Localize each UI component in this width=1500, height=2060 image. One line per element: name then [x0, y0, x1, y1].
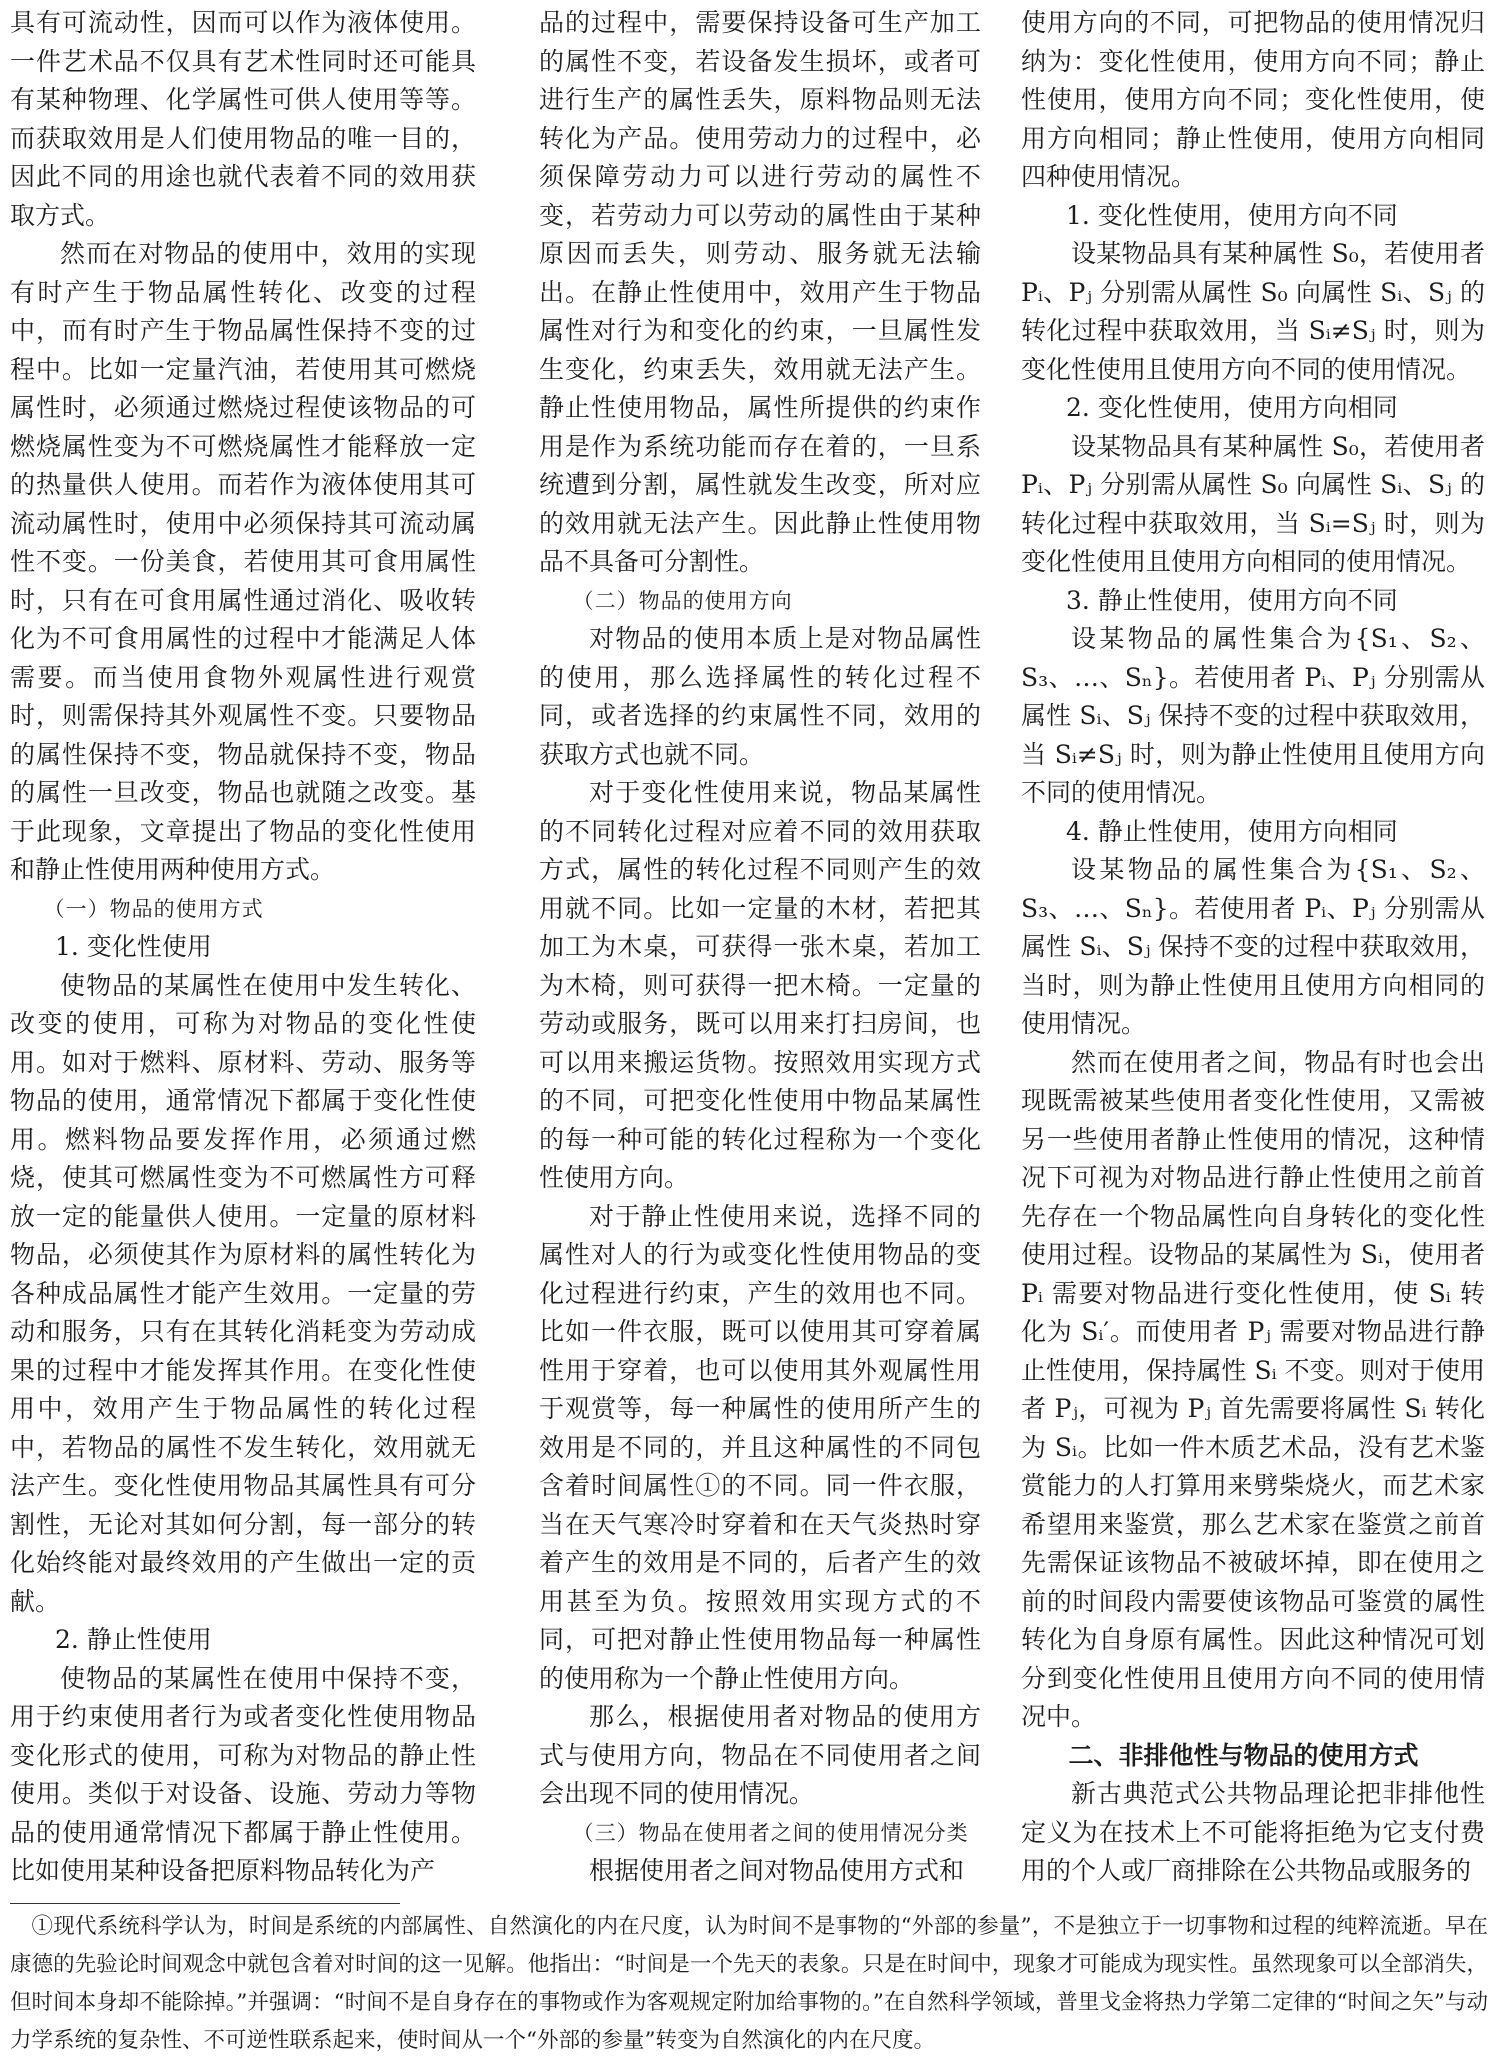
paragraph: 然而在对物品的使用中，效用的实现有时产生于物品属性转化、改变的过程中，而有时产生于物品属性保持不变的过程中。比如一定量汽油，若使用其可燃烧属性时，必须通过燃烧过程使该物品的可燃烧属性变为不可燃烧属性才能释放一定的热量供人使用。而若作为液体使用其可流动属性时，使用中必须保持其可流动属性不变。一份美食，若使用其可食用属性时，只有在可食用属性通过消化、吸收转化为不可食用属性的过程中才能满足人体需要。而当使用食物外观属性进行观赏时，则需保持其外观属性不变。只要物品的属性保持不变，物品就保持不变，物品的属性一旦改变，物品也就随之改变。基于此现象，文章提出了物品的变化性使用和静止性使用两种使用方式。 [10, 239, 476, 884]
paragraph-continued: 使用方向的不同，可把物品的使用情况归纳为：变化性使用，使用方向不同；静止性使用，使用方向不同；变化性使用，使用方向相同；静止性使用，使用方向相同四种使用情况。 [1021, 8, 1485, 191]
paragraph: 使物品的某属性在使用中保持不变，用于约束使用者行为或者变化性使用物品变化形式的使用，可称为对物品的静止性使用。类似于对设备、设施、劳动力等物品的使用通常情况下都属于静止性使用。比如使用某种设备把原料物品转化为产 [10, 1663, 476, 1885]
footnote [10, 1908, 1488, 2060]
paragraph: 根据使用者之间对物品使用方式和 [589, 1856, 965, 1885]
paragraph: 设某物品的属性集合为{S₁、S₂、S₃、…、Sₙ}。若使用者 Pᵢ、Pⱼ 分别需从属性 Sᵢ、Sⱼ 保持不变的过程中获取效用，当 Sᵢ≠Sⱼ 时，则为静止性使用且使用方向不同的使用情况。 [1021, 624, 1485, 807]
section-heading: （三）物品在使用者之间的使用情况分类 [572, 1820, 969, 1845]
chapter-heading: 二、非排他性与物品的使用方式 [1068, 1740, 1419, 1770]
paragraph: 设某物品具有某种属性 S₀，若使用者 Pᵢ、Pⱼ 分别需从属性 S₀ 向属性 Sᵢ、Sⱼ 的转化过程中获取效用，当 Sᵢ=Sⱼ 时，则为变化性使用且使用方向相同的使用情况。 [1021, 431, 1485, 576]
footnote-divider [10, 1903, 400, 1904]
paragraph: 设某物品的属性集合为{S₁、S₂、S₃、…、Sₙ}。若使用者 Pᵢ、Pⱼ 分别需从属性 Sᵢ、Sⱼ 保持不变的过程中获取效用，当时，则为静止性使用且使用方向相同的使用情况。 [1021, 855, 1485, 1038]
paragraph: 设某物品具有某种属性 S₀，若使用者 Pᵢ、Pⱼ 分别需从属性 S₀ 向属性 Sᵢ、Sⱼ 的转化过程中获取效用，当 Sᵢ≠Sⱼ 时，则为变化性使用且使用方向不同的使用情况。 [1021, 239, 1485, 384]
section-heading: （二）物品的使用方向 [572, 588, 793, 613]
subsection-heading: 1. 变化性使用，使用方向不同 [1066, 200, 1398, 230]
paragraph: 然而在使用者之间，物品有时也会出现既需被某些使用者变化性使用，又需被另一些使用者静止性使用的情况，这种情况下可视为对物品进行静止性使用之前首先存在一个物品属性向自身转化的变化性使用过程。设物品的某属性为 Sᵢ，使用者 Pᵢ 需要对物品进行变化性使用，使 Sᵢ 转化为 Sᵢ′。而使用者 Pⱼ 需要对物品进行静止性使用，保持属性 Sᵢ 不变。则对于使用者 Pⱼ，可视为 Pⱼ 首先需要将属性 Sᵢ 转化为 Sᵢ。比如一件木质艺术品，没有艺术鉴赏能力的人打算用来劈柴烧火，而艺术家希望用来鉴赏，那么艺术家在鉴赏之前首先需保证该物品不被破坏掉，即在使用之前的时间段内需要使该物品可鉴赏的属性转化为自身原有属性。因此这种情况可划分到变化性使用且使用方向不同的使用情况中。 [1021, 1047, 1485, 1731]
paragraph: 对物品的使用本质上是对物品属性的使用，那么选择属性的转化过程不同，或者选择的约束属性不同，效用的获取方式也就不同。 [539, 624, 981, 769]
paragraph: 对于静止性使用来说，选择不同的属性对人的行为或变化性使用物品的变化过程进行约束，产生的效用也不同。比如一件衣服，既可以使用其可穿着属性用于穿着，也可以使用其外观属性用于观赏等，每一种属性的使用所产生的效用是不同的，并且这种属性的不同包含着时间属性①的不同。同一件衣服，当在天气寒冷时穿着和在天气炎热时穿着产生的效用是不同的，后者产生的效用甚至为负。按照效用实现方式的不同，可把对静止性使用物品每一种属性的使用称为一个静止性使用方向。 [539, 1201, 981, 1693]
subsection-heading: 2. 变化性使用，使用方向相同 [1066, 393, 1398, 422]
subsection-heading: 2. 静止性使用 [55, 1625, 212, 1654]
paragraph: 新古典范式公共物品理论把非排他性定义为在技术上不可能将拒绝为它支付费用的个人或厂商排除在公共物品或服务的 [1021, 1779, 1485, 1885]
column-1 [10, 4, 476, 1891]
footnote-area [10, 1903, 1488, 2060]
column-2 [539, 4, 981, 1891]
paragraph: 对于变化性使用来说，物品某属性的不同转化过程对应着不同的效用获取方式，属性的转化过程不同则产生的效用就不同。比如一定量的木材，若把其加工为木桌，可获得一张木桌，若加工为木椅，则可获得一把木椅。一定量的劳动或服务，既可以用来打扫房间，也可以用来搬运货物。按照效用实现方式的不同，可把变化性使用中物品某属性的每一种可能的转化过程称为一个变化性使用方向。 [539, 778, 981, 1192]
column-3 [1021, 4, 1485, 1891]
subsection-heading: 1. 变化性使用 [55, 932, 212, 961]
paragraph: 那么，根据使用者对物品的使用方式与使用方向，物品在不同使用者之间会出现不同的使用情况。 [539, 1702, 981, 1808]
section-heading: （一）物品的使用方式 [43, 896, 264, 921]
paragraph-continued: 品的过程中，需要保持设备可生产加工的属性不变，若设备发生损坏，或者可进行生产的属性丢失，原料物品则无法转化为产品。使用劳动力的过程中，必须保障劳动力可以进行劳动的属性不变，若劳动力可以劳动的属性由于某种原因而丢失，则劳动、服务就无法输出。在静止性使用中，效用产生于物品属性对行为和变化的约束，一旦属性发生变化，约束丢失，效用就无法产生。静止性使用物品，属性所提供的约束作用是作为系统功能而存在着的，一旦系统遭到分割，属性就发生改变，所对应的效用就无法产生。因此静止性使用物品不具备可分割性。 [539, 8, 981, 576]
paragraph-continued: 具有可流动性，因而可以作为液体使用。一件艺术品不仅具有艺术性同时还可能具有某种物理、化学属性可供人使用等等。而获取效用是人们使用物品的唯一目的，因此不同的用途也就代表着不同的效用获取方式。 [10, 8, 476, 230]
subsection-heading: 4. 静止性使用，使用方向相同 [1066, 816, 1398, 846]
paragraph: 使物品的某属性在使用中发生转化、改变的使用，可称为对物品的变化性使用。如对于燃料、原材料、劳动、服务等物品的使用，通常情况下都属于变化性使用。燃料物品要发挥作用，必须通过燃烧，使其可燃属性变为不可燃属性方可释放一定的能量供人使用。一定量的原材料物品，必须使其作为原材料的属性转化为各种成品属性才能产生效用。一定量的劳动和服务，只有在其转化消耗变为劳动成果的过程中才能发挥其作用。在变化性使用中，效用产生于物品属性的转化过程中，若物品的属性不发生转化，效用就无法产生。变化性使用物品其属性具有可分割性，无论对其如何分割，每一部分的转化始终能对最终效用的产生做出一定的贡献。 [10, 970, 476, 1616]
subsection-heading: 3. 静止性使用，使用方向不同 [1066, 585, 1398, 615]
footnote-text: ①现代系统科学认为，时间是系统的内部属性、自然演化的内在尺度，认为时间不是事物的“外部的参量”，不是独立于一切事物和过程的纯粹流逝。早在康德的先验论时间观念中就包含着对时间的这一见解。他指出：“时间是一个先天的表象。只是在时间中，现象才可能成为现实性。虽然现象可以全部消失，但时间本身却不能除掉。”并强调：“时间不是自身存在的事物或作为客观规定附加给事物的。”在自然科学领域，普里戈金将热力学第二定律的“时间之矢”与动力学系统的复杂性、不可逆性联系起来，使时间从一个“外部的参量”转变为自然演化的内在尺度。 [10, 1913, 1488, 2053]
